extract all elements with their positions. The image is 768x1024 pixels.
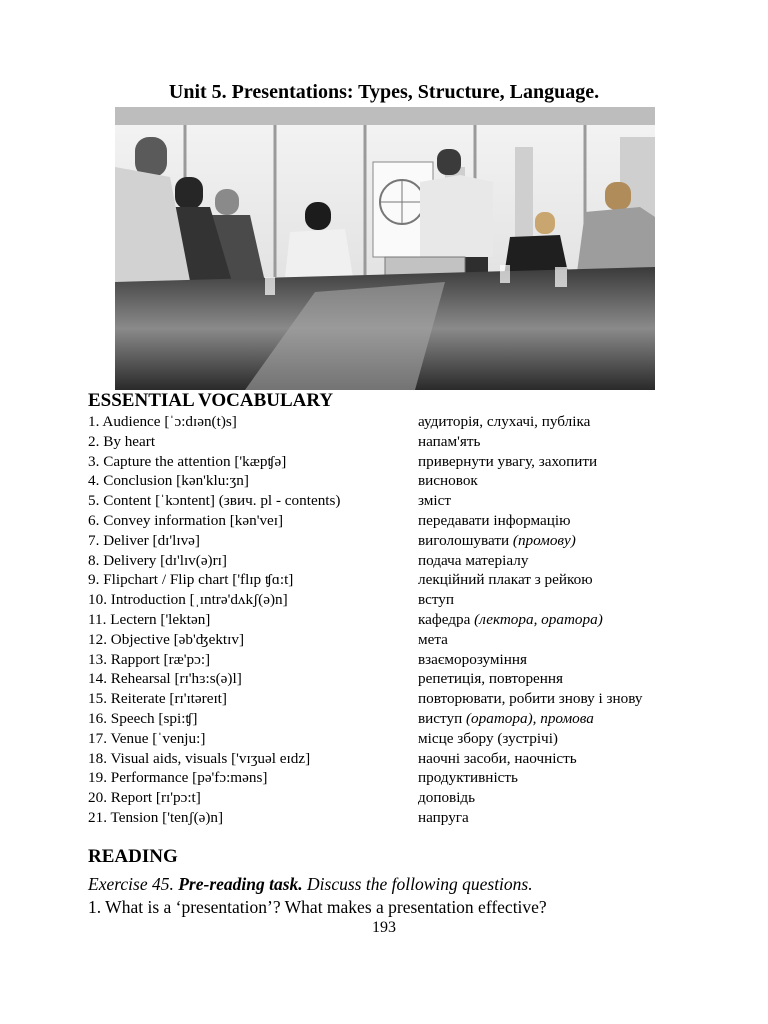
vocab-term: 7. Deliver [dɪ'lɪvə] [88, 531, 200, 549]
translation-text: напруга [418, 808, 469, 826]
vocab-term: 16. Speech [spi:ʧ] [88, 709, 198, 727]
translation-text: напам'ять [418, 432, 481, 450]
translation-text: висновок [418, 472, 478, 490]
vocab-translation [418, 531, 576, 551]
vocab-item [88, 729, 688, 749]
translation-text: вступ [418, 591, 454, 609]
vocab-term: 5. Content [ˈkɔntent] (звич. pl - contents) [88, 492, 341, 510]
translation-text: репетиція, повторення [418, 670, 564, 688]
vocab-term: 10. Introduction [ˌɪntrə'dʌkʃ(ə)n] [88, 591, 288, 609]
vocab-item [88, 650, 688, 670]
translation-text: зміст [418, 492, 451, 510]
translation-text: повторювати, робити знову і знову [418, 690, 643, 708]
vocab-term: 3. Capture the attention ['kæpʧə] [88, 452, 287, 470]
exercise-text: Discuss the following questions. [307, 874, 533, 894]
meeting-photo [115, 107, 655, 390]
vocab-term: 21. Tension ['tenʃ(ə)n] [88, 808, 224, 826]
translation-text: мета [418, 630, 448, 648]
vocab-item [88, 768, 688, 788]
vocab-translation [418, 452, 597, 472]
vocab-term: 18. Visual aids, visuals ['vɪʒuəl eɪdz] [88, 749, 311, 767]
vocab-term: 11. Lectern ['lektən] [88, 610, 211, 628]
translation-text: виступ [418, 709, 463, 727]
vocab-item [88, 531, 688, 551]
vocab-term: 12. Objective [əb'ʤektɪv] [88, 630, 244, 648]
vocab-term: 6. Convey information [kən'veɪ] [88, 511, 284, 529]
exercise-label: Exercise 45. [88, 874, 174, 894]
translation-text: привернути увагу, захопити [418, 452, 598, 470]
vocab-term: 17. Venue [ˈvenju:] [88, 729, 206, 747]
vocab-item [88, 709, 688, 729]
vocab-item [88, 551, 688, 571]
reading-heading: READING [88, 846, 178, 867]
vocab-translation [418, 630, 448, 650]
vocab-item [88, 432, 688, 452]
exercise-task: Pre-reading task. [178, 874, 303, 894]
vocab-term: 1. Audience [ˈɔ:dɪən(t)s] [88, 413, 237, 430]
vocab-translation [418, 768, 518, 788]
translation-text: лекційний плакат з рейкою [418, 571, 593, 589]
vocab-term: 15. Reiterate [rɪ'ɪtəreɪt] [88, 690, 227, 708]
vocab-term: 8. Delivery [dɪ'lɪv(ə)rɪ] [88, 551, 227, 569]
translation-note: (промову) [512, 531, 576, 549]
vocab-translation [418, 551, 528, 571]
vocab-item [88, 669, 688, 689]
vocab-item [88, 471, 688, 491]
translation-text: взаєморозуміння [418, 650, 527, 668]
vocab-translation [418, 432, 480, 452]
vocab-item [88, 511, 688, 531]
vocab-translation [418, 570, 593, 590]
question-1: 1. What is a ‘presentation’? What makes a presentation effective? [88, 897, 547, 917]
vocab-term: 4. Conclusion [kən'klu:ʒn] [88, 472, 249, 490]
vocab-item [88, 590, 688, 610]
vocab-item [88, 630, 688, 650]
vocabulary-heading: ESSENTIAL VOCABULARY [88, 390, 334, 411]
vocab-term: 2. By heart [88, 432, 156, 450]
vocab-translation [418, 689, 643, 709]
vocab-translation [418, 590, 454, 610]
translation-note: (лектора, оратора) [474, 610, 603, 628]
vocab-item [88, 749, 688, 769]
vocab-translation [418, 491, 451, 511]
translation-text: наочні засоби, наочність [418, 749, 577, 767]
vocab-term: 19. Performance [pə'fɔ:məns] [88, 769, 268, 787]
vocab-translation [418, 749, 577, 769]
translation-text: передавати інформацію [418, 511, 571, 529]
translation-text: подача матеріалу [418, 551, 529, 569]
translation-text: доповідь [418, 789, 476, 807]
vocab-term: 13. Rapport [ræ'pɔ:] [88, 650, 211, 668]
vocab-item [88, 788, 688, 808]
translation-text: виголошувати [418, 531, 510, 549]
vocab-term: 20. Report [rɪ'pɔ:t] [88, 789, 201, 807]
vocab-translation [418, 669, 563, 689]
vocab-item [88, 412, 688, 432]
vocab-translation [418, 412, 590, 432]
vocab-term: 14. Rehearsal [rɪ'hɜ:s(ə)l] [88, 670, 242, 688]
vocab-translation [418, 709, 594, 729]
vocab-item [88, 570, 688, 590]
vocab-item [88, 808, 688, 828]
vocab-item [88, 491, 688, 511]
vocab-item [88, 610, 688, 630]
vocabulary-list [88, 412, 688, 828]
vocab-translation [418, 788, 475, 808]
vocab-item [88, 452, 688, 472]
exercise-instruction [88, 874, 533, 895]
vocab-translation [418, 610, 603, 630]
translation-text: продуктивність [418, 769, 518, 787]
translation-note: (оратора), промова [466, 709, 594, 727]
vocab-translation [418, 511, 570, 531]
translation-text: аудиторія, слухачі, публіка [418, 413, 591, 430]
vocab-translation [418, 808, 469, 828]
translation-text: місце збору (зустрічі) [418, 729, 558, 747]
page-number: 193 [372, 919, 396, 936]
vocab-translation [418, 650, 527, 670]
vocab-term: 9. Flipchart / Flip chart ['flɪp ʧɑ:t] [88, 571, 294, 589]
vocab-item [88, 689, 688, 709]
vocab-translation [418, 729, 558, 749]
vocab-translation [418, 471, 478, 491]
translation-text: кафедра [418, 610, 471, 628]
page-title: Unit 5. Presentations: Types, Structure, Language. [168, 81, 600, 103]
